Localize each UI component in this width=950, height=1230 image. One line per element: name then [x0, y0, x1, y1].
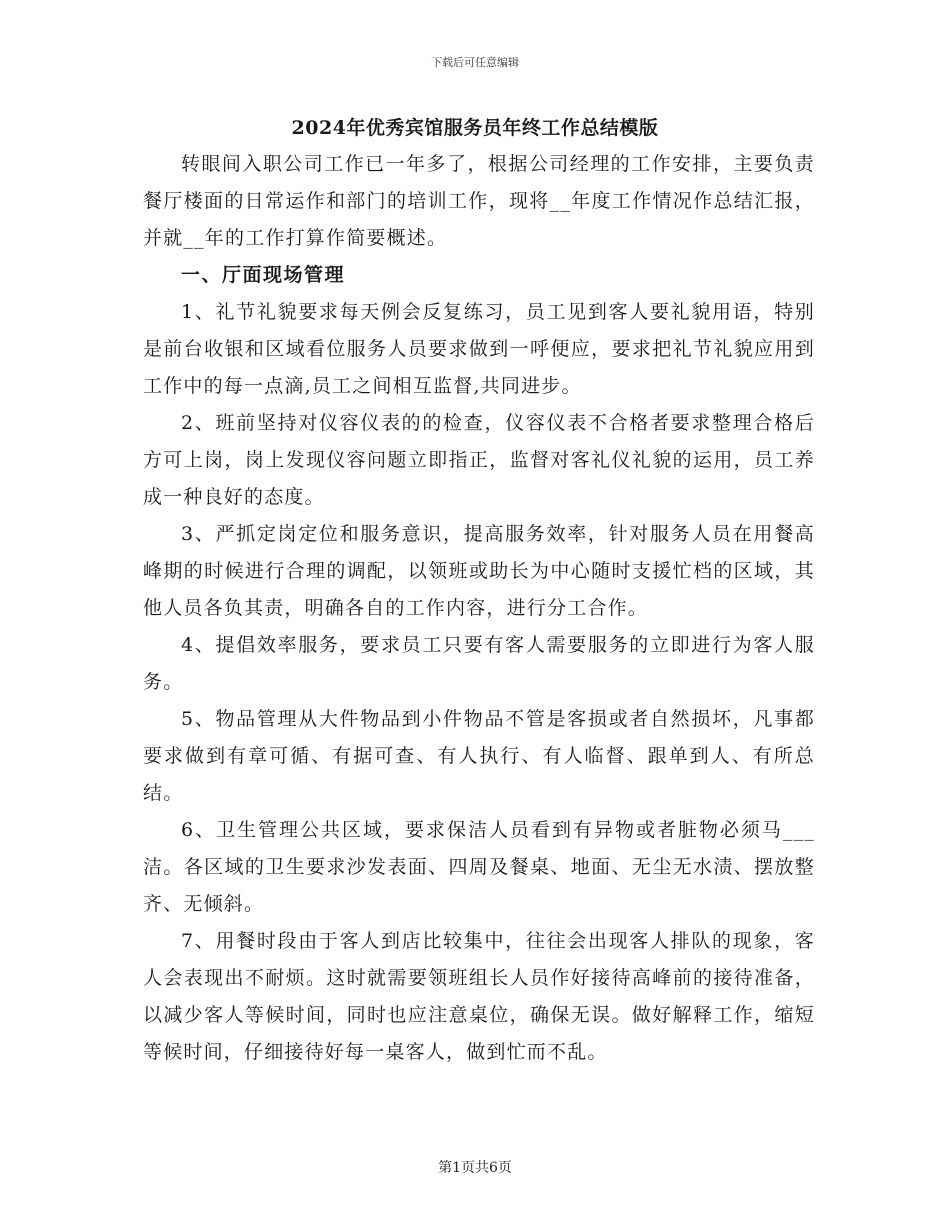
intro-paragraph: 转眼间入职公司工作已一年多了，根据公司经理的工作安排，主要负责餐厅楼面的日常运作和部门的培训工作，现将__年度工作情况作总结汇报，并就__年的工作打算作简要概述。 — [143, 153, 815, 249]
list-item: 4、提倡效率服务，要求员工只要有客人需要服务的立即进行为客人服务。 — [143, 634, 815, 693]
list-item: 1、礼节礼貌要求每天例会反复练习，员工见到客人要礼貌用语，特别是前台收银和区域看位服务人员要求做到一呼便应，要求把礼节礼貌应用到工作中的每一点滴,员工之间相互监督,共同进步。 — [143, 301, 815, 397]
page-number: 第1页共6页 — [438, 1160, 512, 1176]
document-body — [143, 146, 815, 1071]
document-title: 2024年优秀宾馆服务员年终工作总结模版 — [291, 117, 659, 139]
list-item: 5、物品管理从大件物品到小件物品不管是客损或者自然损坏，凡事都要求做到有章可循、有据可查、有人执行、有人临督、跟单到人、有所总结。 — [143, 708, 815, 804]
list-item: 6、卫生管理公共区域，要求保洁人员看到有异物或者脏物必须马___洁。各区域的卫生要求沙发表面、四周及餐桌、地面、无尘无水渍、摆放整齐、无倾斜。 — [143, 819, 815, 915]
list-item: 7、用餐时段由于客人到店比较集中，往往会出现客人排队的现象，客人会表现出不耐烦。这时就需要领班组长人员作好接待高峰前的接待准备，以减少客人等候时间，同时也应注意桌位，确保无误。做好解释工作，缩短等候时间，仔细接待好每一桌客人，做到忙而不乱。 — [143, 930, 815, 1063]
header-note: 下载后可任意编辑 — [431, 56, 519, 69]
section-heading: 一、厅面现场管理 — [181, 264, 346, 286]
list-item: 3、严抓定岗定位和服务意识，提高服务效率，针对服务人员在用餐高峰期的时候进行合理的调配，以领班或助长为中心随时支援忙档的区域，其他人员各负其责，明确各自的工作内容，进行分工合作。 — [143, 523, 815, 619]
list-item: 2、班前坚持对仪容仪表的的检查，仪容仪表不合格者要求整理合格后方可上岗，岗上发现仪容问题立即指正，监督对客礼仪礼貌的运用，员工养成一种良好的态度。 — [143, 412, 815, 508]
